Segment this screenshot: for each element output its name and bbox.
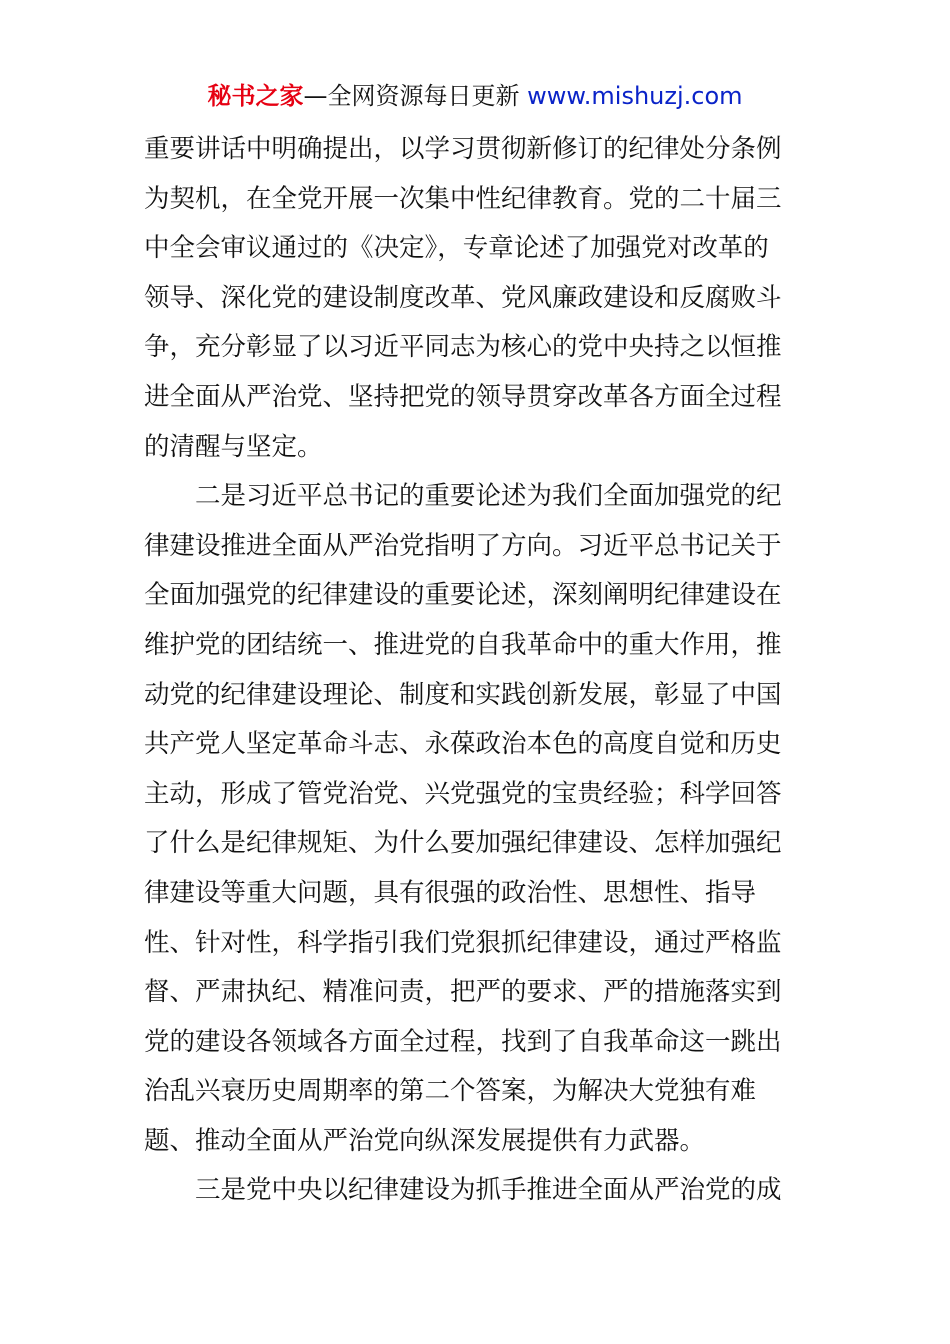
- text-line: 主动，形成了管党治党、兴党强党的宝贵经验；科学回答: [144, 778, 782, 809]
- text-line: 领导、深化党的建设制度改革、党风廉政建设和反腐败斗: [144, 282, 782, 313]
- paragraph-first-line: 三是党中央以纪律建设为抓手推进全面从严治党的成: [195, 1175, 782, 1206]
- document-body: [144, 125, 808, 1216]
- paragraph-first-line: 二是习近平总书记的重要论述为我们全面加强党的纪: [195, 481, 782, 512]
- text-line: 争，充分彰显了以习近平同志为核心的党中央持之以恒推: [144, 332, 782, 363]
- text-line: 动党的纪律建设理论、制度和实践创新发展，彰显了中国: [144, 679, 782, 710]
- text-line: 性、针对性，科学指引我们党狠抓纪律建设，通过严格监: [144, 927, 782, 958]
- text-line: 治乱兴衰历史周期率的第二个答案，为解决大党独有难: [144, 1076, 757, 1107]
- text-line: 题、推动全面从严治党向纵深发展提供有力武器。: [144, 1125, 706, 1156]
- text-line: 的清醒与坚定。: [144, 431, 323, 462]
- text-line: 进全面从严治党、坚持把党的领导贯穿改革各方面全过程: [144, 381, 782, 412]
- text-line: 律建设推进全面从严治党指明了方向。习近平总书记关于: [144, 530, 782, 561]
- text-line: 律建设等重大问题，具有很强的政治性、思想性、指导: [144, 877, 757, 908]
- text-line: 为契机，在全党开展一次集中性纪律教育。党的二十届三: [144, 183, 782, 214]
- text-line: 中全会审议通过的《决定》，专章论述了加强党对改革的: [144, 233, 769, 264]
- header-tagline: —全网资源每日更新: [303, 82, 528, 110]
- page-header: [0, 80, 950, 112]
- text-line: 全面加强党的纪律建设的重要论述，深刻阐明纪律建设在: [144, 580, 782, 611]
- text-line: 督、严肃执纪、精准问责，把严的要求、严的措施落实到: [144, 977, 782, 1008]
- text-line: 维护党的团结统一、推进党的自我革命中的重大作用，推: [144, 629, 782, 660]
- text-line: 党的建设各领域各方面全过程，找到了自我革命这一跳出: [144, 1026, 782, 1057]
- brand-name: 秘书之家: [207, 82, 304, 110]
- text-line: 了什么是纪律规矩、为什么要加强纪律建设、怎样加强纪: [144, 828, 782, 859]
- site-url[interactable]: www.mishuzj.com: [527, 82, 743, 110]
- text-line: 共产党人坚定革命斗志、永葆政治本色的高度自觉和历史: [144, 729, 782, 760]
- text-line: 重要讲话中明确提出，以学习贯彻新修订的纪律处分条例: [144, 134, 782, 164]
